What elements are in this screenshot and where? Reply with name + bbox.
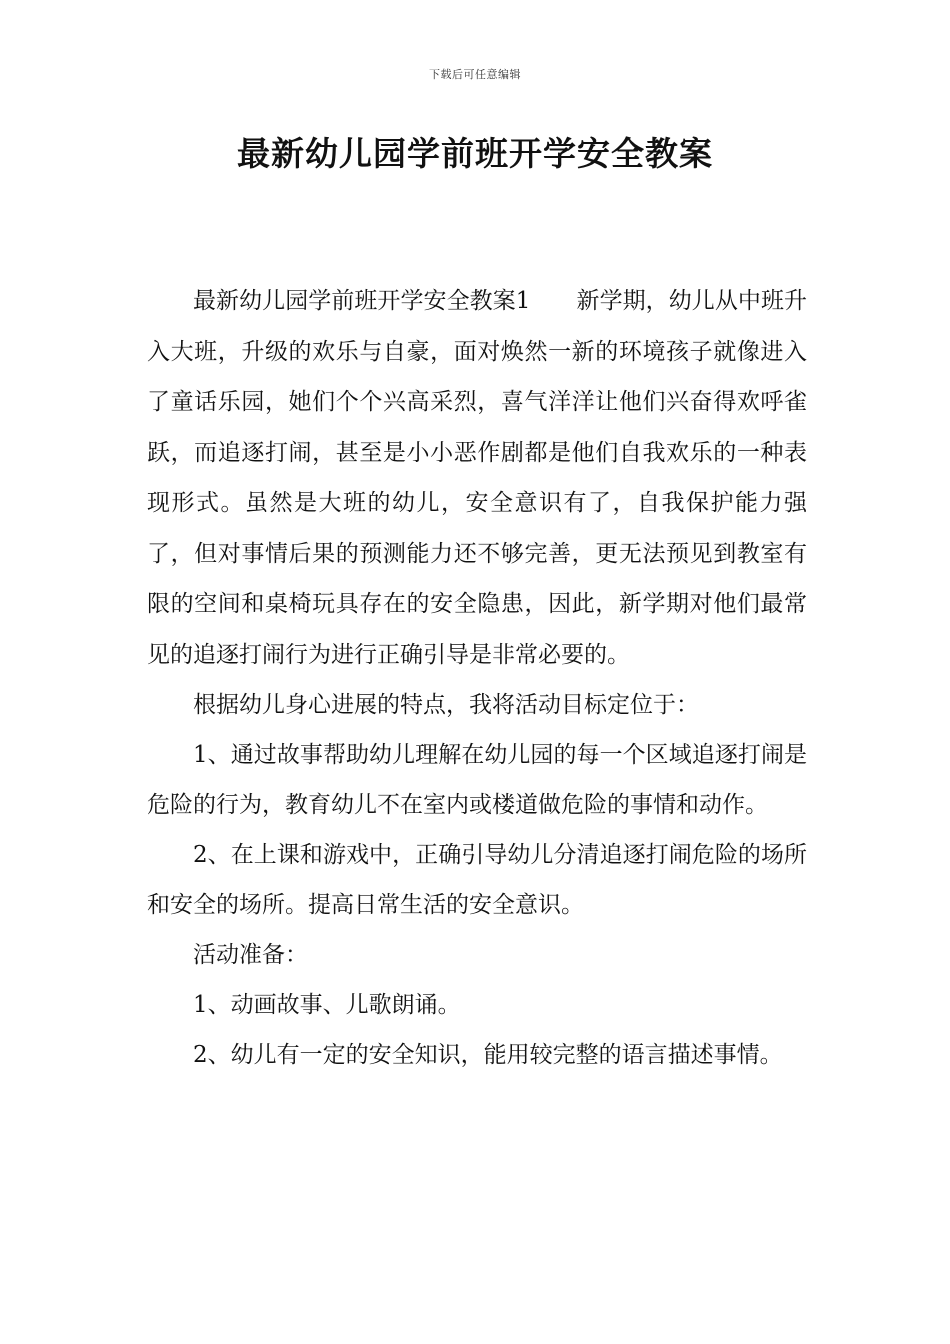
paragraph-preparation-1: 1、动画故事、儿歌朗诵。 bbox=[193, 992, 461, 1018]
header-note: 下载后可任意编辑 bbox=[429, 68, 521, 81]
paragraph-preparation-heading: 活动准备： bbox=[193, 942, 308, 968]
paragraph-intro: 最新幼儿园学前班开学安全教案1 新学期，幼儿从中班升入大班，升级的欢乐与自豪，面对焕然一新的环境孩子就像进入了童话乐园，她们个个兴高采烈，喜气洋洋让他们兴奋得欢呼雀跃，而追逐打闹，甚至是小小恶作剧都是他们自我欢乐的一种表现形式。虽然是大班的幼儿，安全意识有了，自我保护能力强了，但对事情后果的预测能力还不够完善，更无法预见到教室有限的空间和桌椅玩具存在的安全隐患，因此，新学期对他们最常见的追逐打闹行为进行正确引导是非常必要的。 bbox=[147, 288, 807, 668]
document-title: 最新幼儿园学前班开学安全教案 bbox=[237, 134, 713, 173]
paragraph-goal-1: 1、通过故事帮助幼儿理解在幼儿园的每一个区域追逐打闹是危险的行为，教育幼儿不在室内或楼道做危险的事情和动作。 bbox=[147, 742, 807, 818]
paragraph-goal-2: 2、在上课和游戏中，正确引导幼儿分清追逐打闹危险的场所和安全的场所。提高日常生活的安全意识。 bbox=[147, 842, 807, 918]
paragraph-goal-lead: 根据幼儿身心进展的特点，我将活动目标定位于： bbox=[193, 692, 699, 718]
paragraph-preparation-2: 2、幼儿有一定的安全知识，能用较完整的语言描述事情。 bbox=[193, 1042, 783, 1068]
document-body bbox=[147, 276, 807, 1080]
